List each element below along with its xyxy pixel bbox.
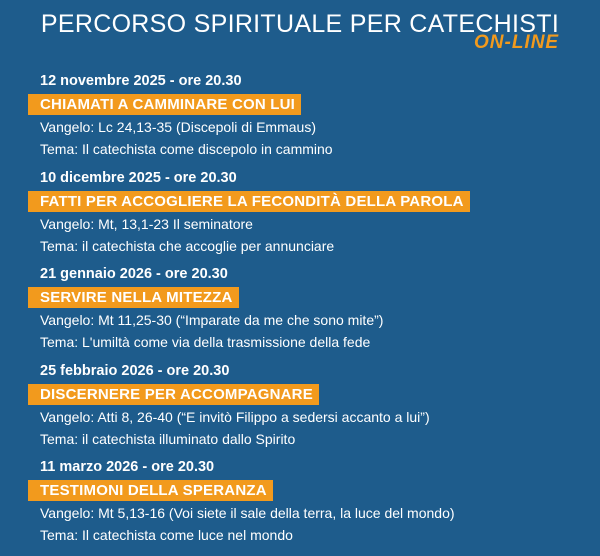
- event-date: 25 febbraio 2026 - ore 20.30: [40, 362, 230, 379]
- event-theme: Tema: il catechista illuminato dallo Spirito: [40, 430, 296, 447]
- event-theme: Tema: L'umiltà come via della trasmissione della fede: [40, 334, 371, 350]
- event-gospel: Vangelo: Atti 8, 26-40 (“E invitò Filippo a sedersi accanto a lui”): [40, 408, 430, 425]
- event-theme: Tema: il catechista che accoglie per annunciare: [40, 237, 335, 254]
- event-item: [0, 459, 600, 556]
- event-title-banner: CHIAMATI A CAMMINARE CON LUI: [28, 94, 301, 115]
- header: [0, 0, 600, 60]
- event-title-banner: FATTI PER ACCOGLIERE LA FECONDITÀ DELLA PAROLA: [28, 191, 470, 212]
- event-date: 21 gennaio 2026 - ore 20.30: [40, 266, 228, 282]
- event-gospel: Vangelo: Mt 5,13-16 (Voi siete il sale della terra, la luce del mondo): [40, 505, 455, 521]
- event-date: 12 novembre 2025 - ore 20.30: [40, 73, 242, 89]
- event-gospel: Vangelo: Mt 11,25-30 (“Imparate da me che sono mite”): [40, 312, 384, 328]
- event-theme: Tema: Il catechista come discepolo in cammino: [40, 141, 333, 157]
- event-item: [0, 170, 600, 267]
- event-date: 11 marzo 2026 - ore 20.30: [40, 459, 215, 475]
- event-title-banner: DISCERNERE PER ACCOMPAGNARE: [28, 384, 319, 405]
- page-title: PERCORSO SPIRITUALE PER CATECHISTI: [40, 10, 560, 38]
- online-label: ON-LINE: [474, 32, 560, 53]
- event-date: 10 dicembre 2025 - ore 20.30: [40, 169, 237, 186]
- event-item: [0, 363, 600, 460]
- event-title-banner: TESTIMONI DELLA SPERANZA: [28, 480, 273, 501]
- event-item: [0, 73, 600, 170]
- event-theme: Tema: Il catechista come luce nel mondo: [40, 527, 293, 543]
- event-gospel: Vangelo: Lc 24,13-35 (Discepoli di Emmaus): [40, 119, 316, 135]
- event-list: [0, 73, 600, 556]
- event-title-banner: SERVIRE NELLA MITEZZA: [28, 287, 239, 308]
- event-gospel: Vangelo: Mt, 13,1-23 Il seminatore: [40, 215, 253, 232]
- event-item: [0, 266, 600, 363]
